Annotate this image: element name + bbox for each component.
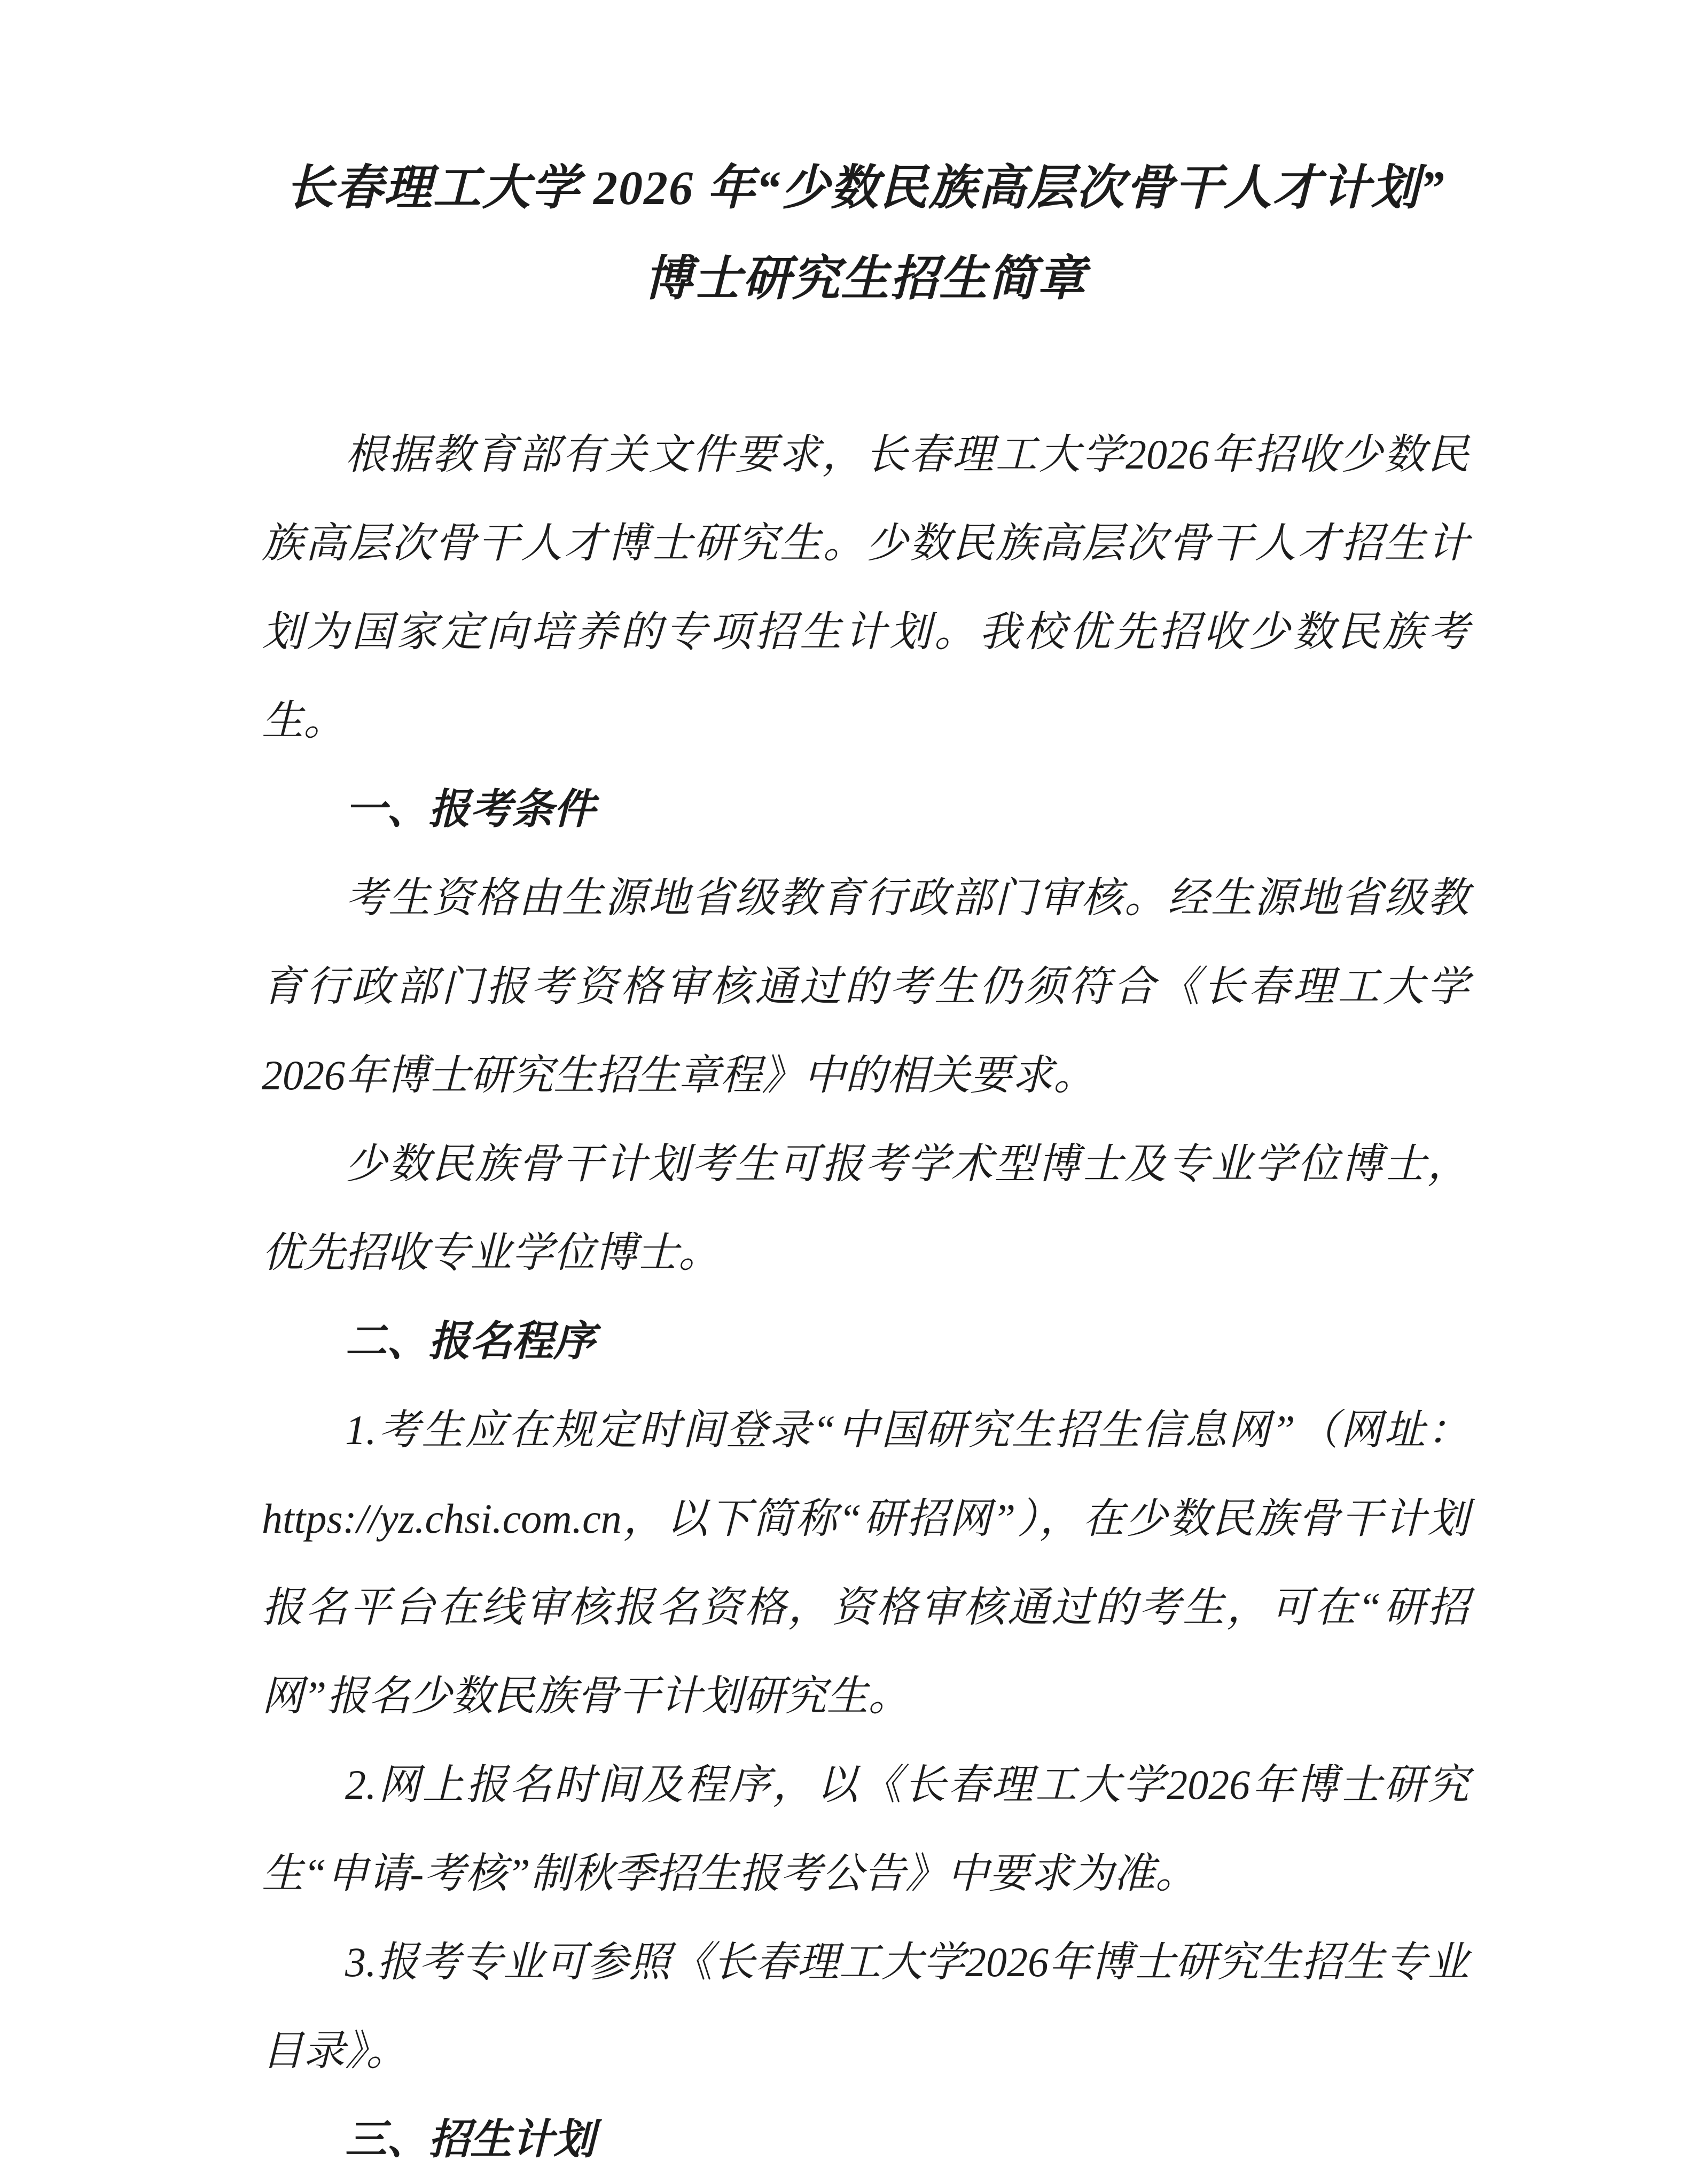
- document-title-line-2: 博士研究生招生简章: [644, 253, 1087, 306]
- section-heading-2: 二、报名程序: [345, 1318, 596, 1364]
- title-body-spacer: [262, 325, 1469, 410]
- text-column: [262, 143, 1469, 2184]
- document-body: [262, 410, 1469, 2184]
- eligibility-paragraph-2: 少数民族骨干计划考生可报考学术型博士及专业学位博士，优先招收专业学位博士。: [262, 1141, 1469, 1276]
- procedure-item-3: 3.报考专业可参照《长春理工大学2026年博士研究生招生专业目录》。: [262, 1939, 1469, 2074]
- eligibility-paragraph-1: 考生资格由生源地省级教育行政部门审核。经生源地省级教育行政部门报考资格审核通过的考生仍须符合《长春理工大学2026年博士研究生招生章程》中的相关要求。: [262, 875, 1469, 1098]
- intro-paragraph: 根据教育部有关文件要求，长春理工大学2026年招收少数民族高层次骨干人才博士研究生。少数民族高层次骨干人才招生计划为国家定向培养的专项招生计划。我校优先招收少数民族考生。: [262, 431, 1469, 744]
- section-heading-3: 三、招生计划: [345, 2116, 596, 2163]
- procedure-item-1: 1.考生应在规定时间登录“中国研究生招生信息网”（网址：https://yz.chsi.com.cn，以下简称“研招网”），在少数民族骨干计划报名平台在线审核报名资格，资格审核通过的考生，可在“研招网”报名少数民族骨干计划研究生。: [262, 1407, 1469, 1719]
- section-heading-1: 一、报考条件: [345, 786, 596, 832]
- document-title: [262, 143, 1469, 325]
- procedure-item-2: 2.网上报名时间及程序，以《长春理工大学2026年博士研究生“申请-考核”制秋季招生报考公告》中要求为准。: [262, 1761, 1469, 1897]
- document-title-line-1: 长春理工大学 2026 年“少数民族高层次骨干人才计划”: [285, 162, 1445, 215]
